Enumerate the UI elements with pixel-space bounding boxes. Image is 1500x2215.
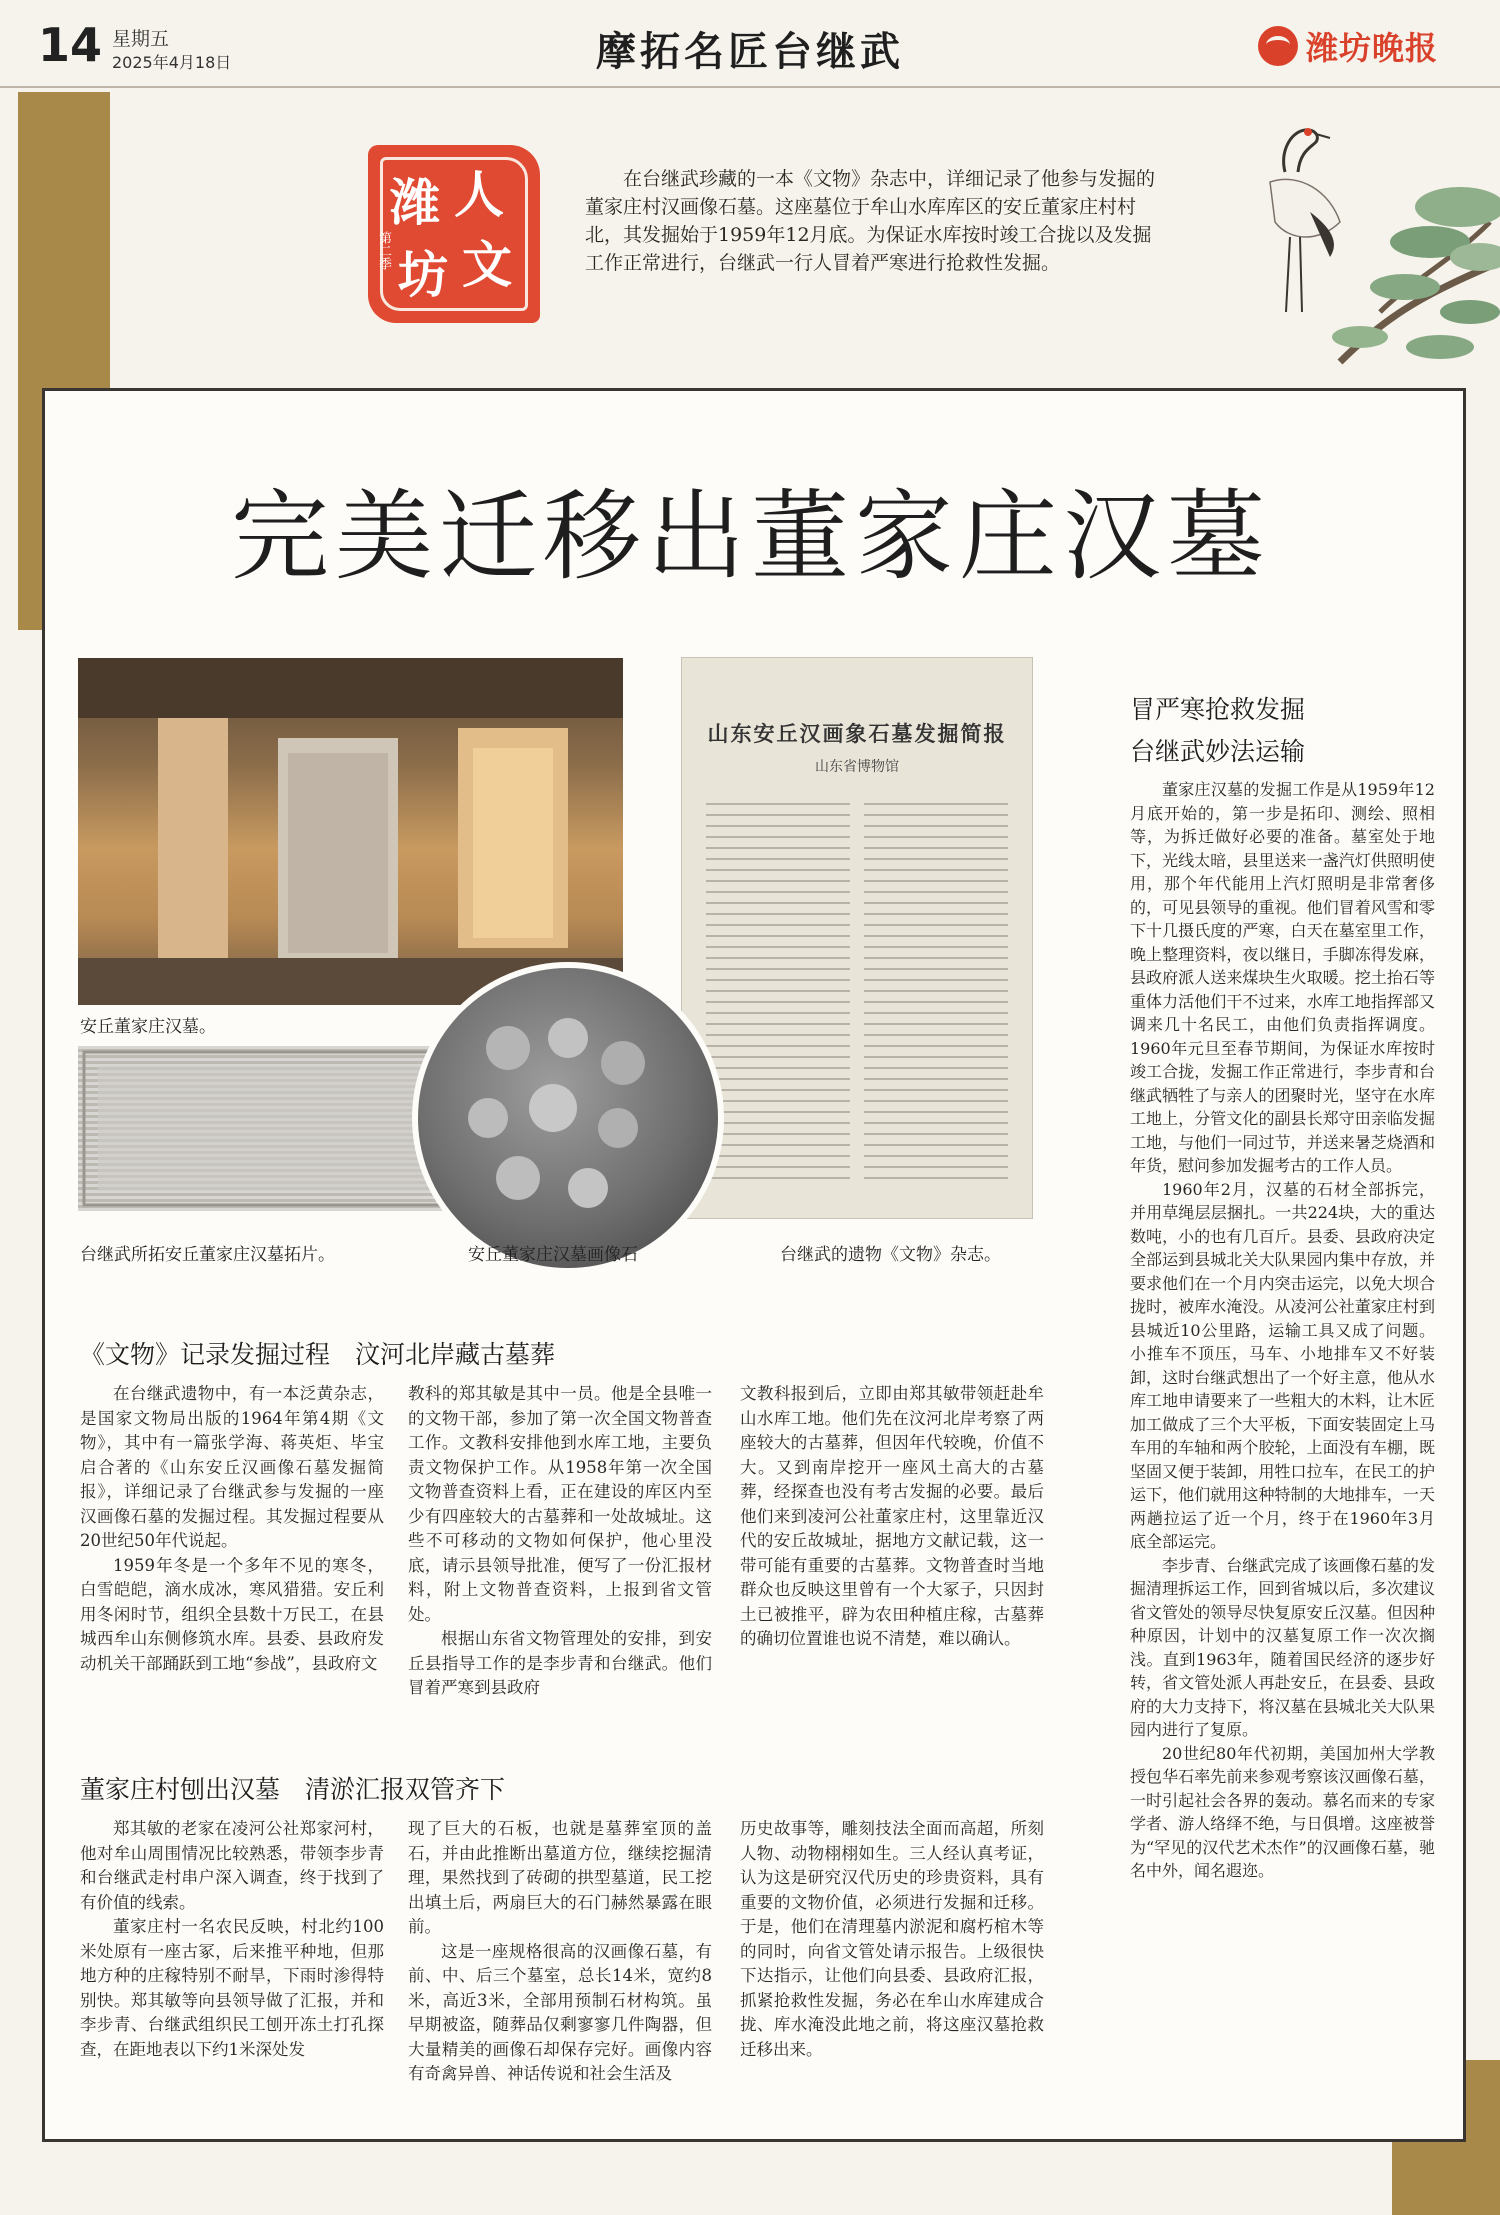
section2-column-1 (80, 1817, 384, 2062)
section-title: 摩拓名匠台继武 (596, 29, 904, 75)
magazine-org: 山东省博物馆 (815, 759, 899, 775)
paragraph: 李步青、台继武完成了该画像石墓的发掘清理拆运工作，回到省城以后，多次建议省文管处的领导尽快复原安丘汉墓。但因种种原因，计划中的汉墓复原工作一次次搁浅。直到1963年，随着国民经济的逐步好转，省文管处派人再赴安丘，在县委、县政府的大力支持下，将汉墓在县城北关大队果园内进行了复原。 (1130, 1555, 1435, 1739)
paragraph: 这是一座规格很高的汉画像石墓，有前、中、后三个墓室，总长14米，宽约8米，高近3米，全部用预制石材构筑。虽早期被盗，随葬品仅剩寥寥几件陶器，但大量精美的画像石却保存完好。画像内容有奇禽异兽、神话传说和社会生活及 (408, 1941, 712, 2083)
paragraph: 董家庄汉墓的发掘工作是从1959年12月底开始的，第一步是拓印、测绘、照相等，为拆迁做好必要的准备。墓室处于地下，光线太暗，县里送来一盏汽灯供照明使用，那个年代能用上汽灯照明是非常奢侈的，可见县领导的重视。他们冒着风雪和零下十几摄氏度的严寒，白天在墓室里工作，晚上整理资料，夜以继日，手脚冻得发麻，县政府派人送来煤块生火取暖。挖土抬石等重体力活他们干不过来，水库工地指挥部又调来几十名民工，由他们负责指挥调度。1960年元旦至春节期间，为保证水库按时竣工合拢，发掘工作正常进行，李步青和台继武牺牲了与亲人的团聚时光，坚守在水库工地上，分管文化的副县长郑守田亲临发掘工地，与他们一同过节，并送来暑芝烧酒和年货，慰问参加发掘考古的工作人员。 (1130, 780, 1435, 1175)
seal-season: 第二季 (376, 231, 391, 270)
tomb-interior-illustration (78, 658, 623, 1005)
section1-heading: 《文物》记录发掘过程 汶河北岸藏古墓葬 (80, 1340, 556, 1369)
paragraph: 历史故事等，雕刻技法全面而高超，所刻人物、动物栩栩如生。三人经认真考证，认为这是研究汉代历史的珍贵资料，具有重要的文物价值，必须进行发掘和迁移。于是，他们在清理墓内淤泥和腐朽棺木等的同时，向省文管处请示报告。上级很快下达指示，让他们向县委、县政府汇报，抓紧抢救性发掘，务必在牟山水库建成合拢、库水淹没此地之前，将这座汉墓抢救迁移出来。 (740, 1819, 1044, 2059)
section3-column (1130, 778, 1435, 1883)
brand-logo (1258, 22, 1478, 70)
seal-char: 人 (454, 165, 504, 224)
paragraph: 教科的郑其敏是其中一员。他是全县唯一的文物干部，参加了第一次全国文物普查工作。文教科安排他到水库工地，主要负责文物保护工作。从1958年第一次全国文物普查资料上看，正在建设的库区内至少有四座较大的古墓葬和一处故城址。这些不可移动的文物如何保护，他心里没底，请示县领导批准，便写了一份汇报材料，附上文物普查资料，上报到省文管处。 (408, 1384, 712, 1624)
seal-char: 文 (462, 235, 512, 294)
magazine-photo (682, 658, 1032, 1218)
section2-heading: 董家庄村刨出汉墓 清淤汇报双管齐下 (80, 1775, 506, 1804)
relief-photo (412, 962, 724, 1274)
relief-figures-illustration (418, 968, 706, 1256)
tomb-caption: 安丘董家庄汉墓。 (80, 1017, 216, 1037)
issue-date: 2025年4月18日 (112, 53, 232, 72)
header-divider (0, 86, 1500, 88)
seal-char: 坊 (398, 245, 448, 304)
paragraph: 董家庄村一名农民反映，村北约100米处原有一座古冢，后来推平种地，但那地方种的庄稼特别不耐旱，下雨时渗得特别快。郑其敏等向县领导做了汇报，并和李步青、台继武组织民工刨开冻土打孔探查，在距地表以下约1米深处发 (80, 1917, 384, 2059)
paragraph: 文教科报到后，立即由郑其敏带领赶赴牟山水库工地。他们先在汶河北岸考察了两座较大的古墓葬，但因年代较晚，价值不大。又到南岸挖开一座风土高大的古墓葬，经探查也没有考古发掘的必要。最后他们来到凌河公社董家庄村，这里靠近汉代的安丘故城址，据地方文献记载，这一带可能有重要的古墓葬。文物普查时当地群众也反映这里曾有一个大冢子，只因封土已被推平，辟为农田种植庄稼，古墓葬的确切位置谁也说不清楚，难以确认。 (740, 1384, 1044, 1648)
seal-char: 潍 (390, 173, 440, 232)
section1-column-1 (80, 1382, 384, 1676)
tomb-photo (78, 658, 623, 1005)
magazine-column-gap (850, 798, 864, 1188)
section2-column-2 (408, 1817, 712, 2087)
brand-name: 潍坊晚报 (1306, 29, 1439, 67)
paragraph: 1959年冬是一个多年不见的寒冬，白雪皑皑，滴水成冰，寒风猎猎。安丘利用冬闲时节，组织全县数十万民工，在县城西牟山东侧修筑水库。县委、县政府发动机关干部踊跃到工地“参战”，县政府文 (80, 1555, 384, 1673)
column-seal (368, 145, 540, 323)
paragraph: 郑其敏的老家在凌河公社郑家河村，他对牟山周围情况比较熟悉，带领李步青和台继武走村串户深入调查，终于找到了有价值的线索。 (80, 1819, 384, 1912)
pine-branch-icon (1332, 187, 1500, 362)
main-title: 完美迁移出董家庄汉墓 (230, 480, 1271, 594)
paragraph: 根据山东省文物管理处的安排，到安丘县指导工作的是李步青和台继武。他们冒着严寒到县政府 (408, 1629, 712, 1697)
paragraph: 在台继武遗物中，有一本泛黄杂志，是国家文物局出版的1964年第4期《文物》，其中有一篇张学海、蒋英炬、毕宝启合著的《山东安丘汉画像石墓发掘简报》，详细记录了台继武参与发掘的一座汉画像石墓的发掘过程。其发掘过程要从20世纪50年代说起。 (80, 1384, 384, 1550)
weekday: 星期五 (112, 28, 170, 50)
magazine-caption: 台继武的遗物《文物》杂志。 (780, 1245, 1001, 1265)
rubbing-caption: 台继武所拓安丘董家庄汉墓拓片。 (80, 1245, 335, 1265)
crane-pine-illustration (1190, 112, 1500, 372)
section1-column-2 (408, 1382, 712, 1701)
crane-icon (1270, 128, 1340, 312)
magazine-title: 山东安丘汉画象石墓发掘简报 (707, 721, 1007, 746)
section3-heading-line2: 台继武妙法运输 (1130, 737, 1306, 766)
page-number: 14 (38, 18, 103, 72)
paragraph: 1960年2月，汉墓的石材全部拆完，并用草绳层层捆扎。一共224块，大的重达数吨，小的也有几百斤。县委、县政府决定全部运到县城北关大队果园内集中存放，并要求他们在一个月内突击运完，以免大坝合拢时，被库水淹没。从凌河公社董家庄村到县城近10公里路，运输工具又成了问题。小推车不顶压，马车、小地排车又不好装卸，这时台继武想出了一个好主意，他从水库工地申请要来了一些粗大的木料，让木匠加工做成了三个大平板，下面安装固定上马车用的车轴和两个胶轮，上面没有车棚，既坚固又便于装卸，用牲口拉车，在民工的护运下，他们就用这种特制的大地排车，一天两趟拉运了近一个月，终于在1960年3月底全部运完。 (1130, 1179, 1435, 1551)
paragraph: 现了巨大的石板，也就是墓葬室顶的盖石，并由此推断出墓道方位，继续挖掘清理，果然找到了砖砌的拱型墓道，民工挖出填土后，两扇巨大的石门赫然暴露在眼前。 (408, 1819, 712, 1936)
section1-column-3 (740, 1382, 1044, 1652)
section2-column-3 (740, 1817, 1044, 2062)
rubbing-texture (78, 1046, 448, 1211)
intro-paragraph: 在台继武珍藏的一本《文物》杂志中，详细记录了他参与发掘的董家庄村汉画像石墓。这座墓位于牟山水库库区的安丘董家庄村村北，其发掘始于1959年12月底。为保证水库按时竣工合拢以及发掘工作正常进行，台继武一行人冒着严寒进行抢救性发掘。 (585, 168, 1156, 274)
rubbing-photo (78, 1046, 448, 1211)
paragraph: 20世纪80年代初期，美国加州大学教授包华石率先前来参观考察该汉画像石墓，一时引起社会各界的轰动。慕名而来的专家学者、游人络绎不绝，与日俱增。这座被誉为“罕见的汉代艺术杰作”的汉画像石墓，驰名中外，闻名遐迩。 (1130, 1743, 1435, 1880)
brand-mark-icon (1258, 26, 1298, 66)
section3-heading-line1: 冒严寒抢救发掘 (1130, 695, 1306, 724)
relief-caption: 安丘董家庄汉墓画像石 (468, 1245, 638, 1265)
